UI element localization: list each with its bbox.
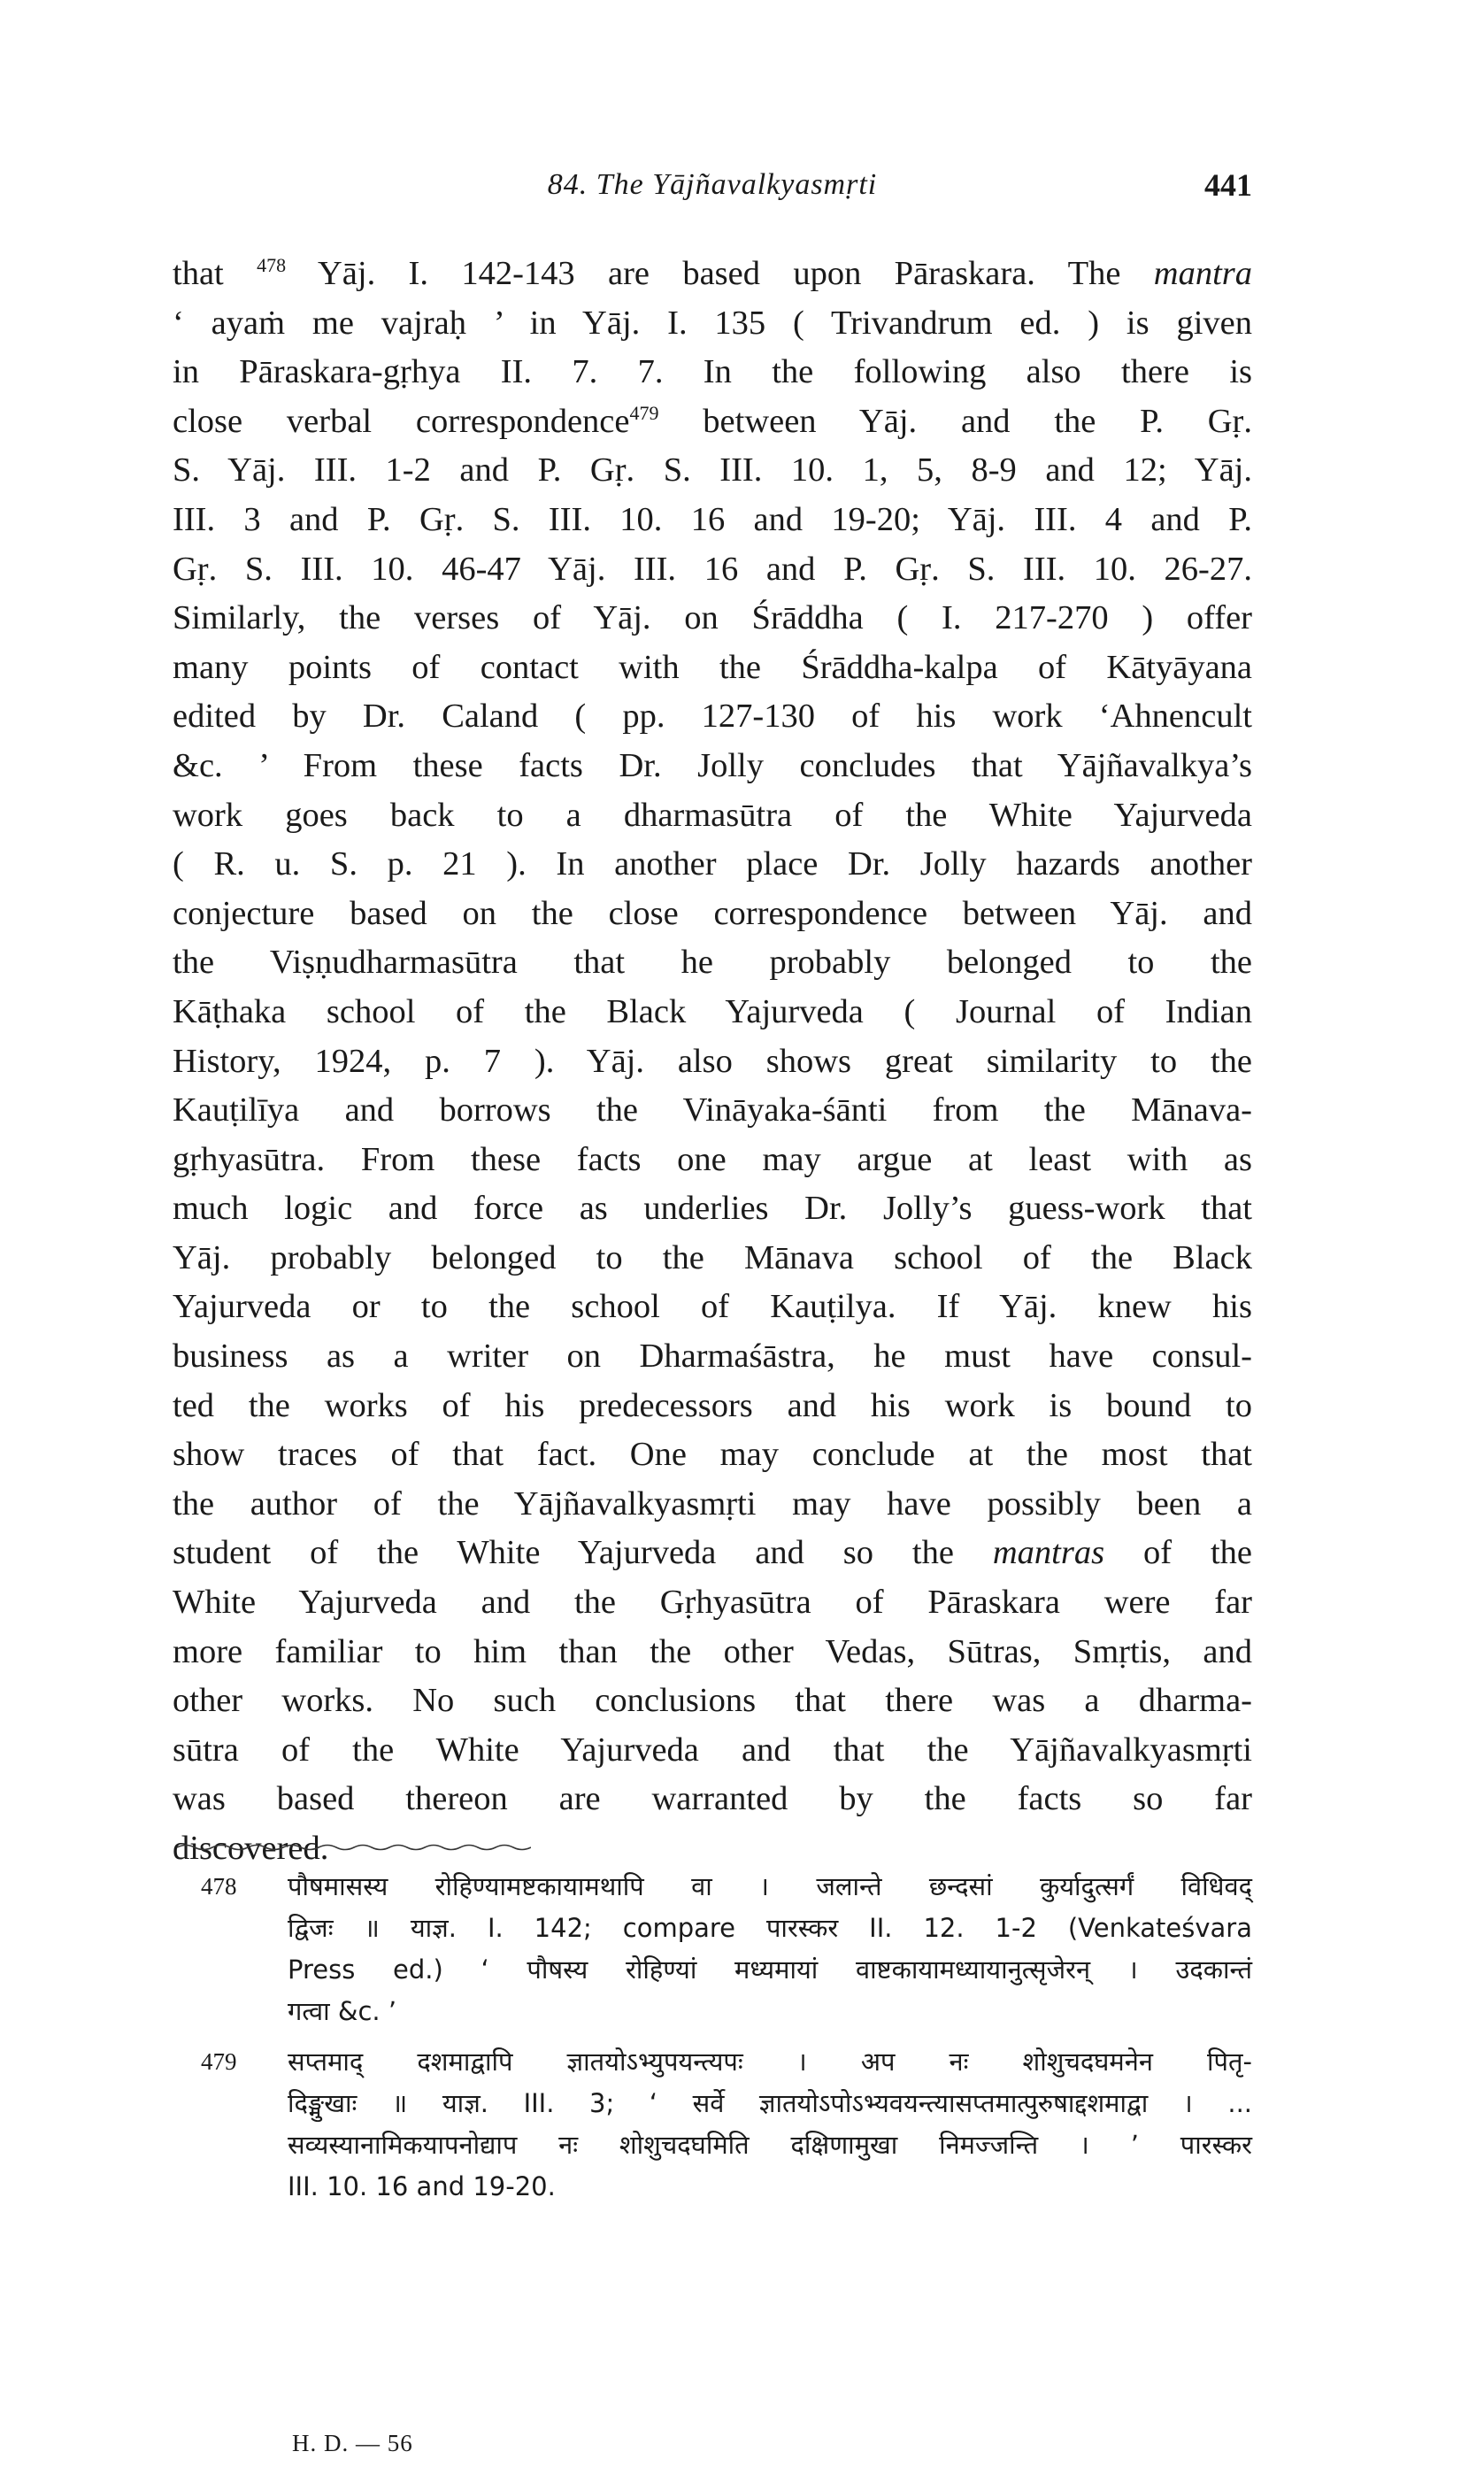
text-line: much logic and force as underlies Dr. Jolly’s guess-work that bbox=[173, 1190, 1252, 1228]
footnote-number: 478 bbox=[201, 1873, 237, 1900]
text-line: Kauṭilīya and borrows the Vināyaka-śānti from the Mānava- bbox=[173, 1091, 1252, 1129]
text-line: more familiar to him than the other Vedas, Sūtras, Smṛtis, and bbox=[173, 1632, 1252, 1670]
text-line: History, 1924, p. 7 ). Yāj. also shows great similarity to the bbox=[173, 1042, 1252, 1080]
text-line: Yāj. probably belonged to the Mānava school of the Black bbox=[173, 1238, 1252, 1276]
footnote-line: गत्वा &c. ’ bbox=[288, 1996, 397, 2026]
text-line: Kāṭhaka school of the Black Yajurveda ( Journal of Indian bbox=[173, 992, 1252, 1030]
footnote bbox=[173, 1866, 1252, 2032]
text-line: that $^{478}$ Yāj. I. 142-143 are based upon Pāraskara. The mantra bbox=[173, 254, 1252, 292]
text-line: close verbal correspondence$^{479}$ between Yāj. and the P. Gṛ. bbox=[173, 401, 1252, 440]
text-line: in Pāraskara-gṛhya II. 7. 7. In the following also there is bbox=[173, 353, 1252, 391]
text-line: the Viṣṇudharmasūtra that he probably belonged to the bbox=[173, 944, 1252, 982]
text-line: discovered. bbox=[173, 1830, 329, 1867]
footnote-line: सव्यस्यानामिकयापनोद्याप नः शोशुचदघमिति दक्षिणामुखा निमज्जन्ति । ’ पारस्कर bbox=[288, 2130, 1252, 2160]
main-text bbox=[173, 250, 1252, 1874]
text-line: Similarly, the verses of Yāj. on Śrāddha ( I. 217-270 ) offer bbox=[173, 599, 1252, 637]
signature-mark: H. D. — 56 bbox=[292, 2430, 413, 2456]
text-line: gṛhyasūtra. From these facts one may argue at least with as bbox=[173, 1140, 1252, 1178]
footnote-divider bbox=[177, 1843, 531, 1852]
footnote bbox=[173, 2041, 1252, 2208]
text-line: Gṛ. S. III. 10. 46-47 Yāj. III. 16 and P. Gṛ. S. III. 10. 26-27. bbox=[173, 550, 1252, 588]
text-line: sūtra of the White Yajurveda and that the Yājñavalkyasmṛti bbox=[173, 1731, 1252, 1769]
footnote-line: पौषमासस्य रोहिण्यामष्टकायामथापि वा । जलान्ते छन्दसां कुर्यादुत्सर्गं विधिवद् bbox=[288, 1871, 1252, 1901]
footnotes bbox=[173, 1866, 1252, 2216]
text-line: White Yajurveda and the Gṛhyasūtra of Pāraskara were far bbox=[173, 1584, 1252, 1622]
text-line: work goes back to a dharmasūtra of the White Yajurveda bbox=[173, 796, 1252, 834]
page-header bbox=[173, 168, 1252, 221]
footnote-ref: 479 bbox=[629, 401, 659, 424]
text-line: ‘ ayaṁ me vajraḥ ’ in Yāj. I. 135 ( Trivandrum ed. ) is given bbox=[173, 304, 1252, 342]
text-line: S. Yāj. III. 1-2 and P. Gṛ. S. III. 10. 1, 5, 8-9 and 12; Yāj. bbox=[173, 451, 1252, 490]
text-line: was based thereon are warranted by the facts so far bbox=[173, 1780, 1252, 1818]
page-number: 441 bbox=[1204, 167, 1252, 203]
footnote-line: द्विजः ॥ याज्ञ. I. 142; compare पारस्कर II. 12. 1-2 (Venkateśvara bbox=[288, 1913, 1252, 1943]
running-title: 84. The Yājñavalkyasmṛti bbox=[547, 168, 878, 201]
text-line: ( R. u. S. p. 21 ). In another place Dr. Jolly hazards another bbox=[173, 845, 1252, 883]
footnote-ref: 478 bbox=[257, 254, 287, 277]
text-line: conjecture based on the close correspondence between Yāj. and bbox=[173, 894, 1252, 932]
text-line: ted the works of his predecessors and his work is bound to bbox=[173, 1386, 1252, 1424]
text-line: Yajurveda or to the school of Kauṭilya. If Yāj. knew his bbox=[173, 1288, 1252, 1326]
footnote-line: दिङ्मुखाः ॥ याज्ञ. III. 3; ‘ सर्वे ज्ञातयोऽपोऽभ्यवयन्त्यासप्तमात्पुरुषाद्दशमाद्वा । ... bbox=[288, 2088, 1252, 2118]
text-line: other works. No such conclusions that there was a dharma- bbox=[173, 1682, 1252, 1720]
text-line: III. 3 and P. Gṛ. S. III. 10. 16 and 19-20; Yāj. III. 4 and P. bbox=[173, 500, 1252, 538]
footnote-line: III. 10. 16 and 19-20. bbox=[288, 2171, 556, 2201]
text-line: student of the White Yajurveda and so the mantras of the bbox=[173, 1534, 1252, 1572]
footnote-line: सप्तमाद् दशमाद्वापि ज्ञातयोऽभ्युपयन्त्यपः । अप नः शोशुचदघमनेन पितृ- bbox=[288, 2047, 1252, 2077]
text-line: business as a writer on Dharmaśāstra, he must have consul- bbox=[173, 1338, 1252, 1376]
text-line: &c. ’ From these facts Dr. Jolly concludes that Yājñavalkya’s bbox=[173, 746, 1252, 784]
text-line: edited by Dr. Caland ( pp. 127-130 of his work ‘Ahnencult bbox=[173, 698, 1252, 736]
text-line: show traces of that fact. One may conclude at the most that bbox=[173, 1436, 1252, 1474]
footnote-line: Press ed.) ‘ पौषस्य रोहिण्यां मध्यमायां वाष्टकायामध्यायानुत्सृजेरन् । उदकान्तं bbox=[288, 1954, 1252, 1985]
text-line: the author of the Yājñavalkyasmṛti may have possibly been a bbox=[173, 1484, 1252, 1523]
footnote-number: 479 bbox=[201, 2048, 237, 2075]
text-line: many points of contact with the Śrāddha-kalpa of Kātyāyana bbox=[173, 648, 1252, 686]
